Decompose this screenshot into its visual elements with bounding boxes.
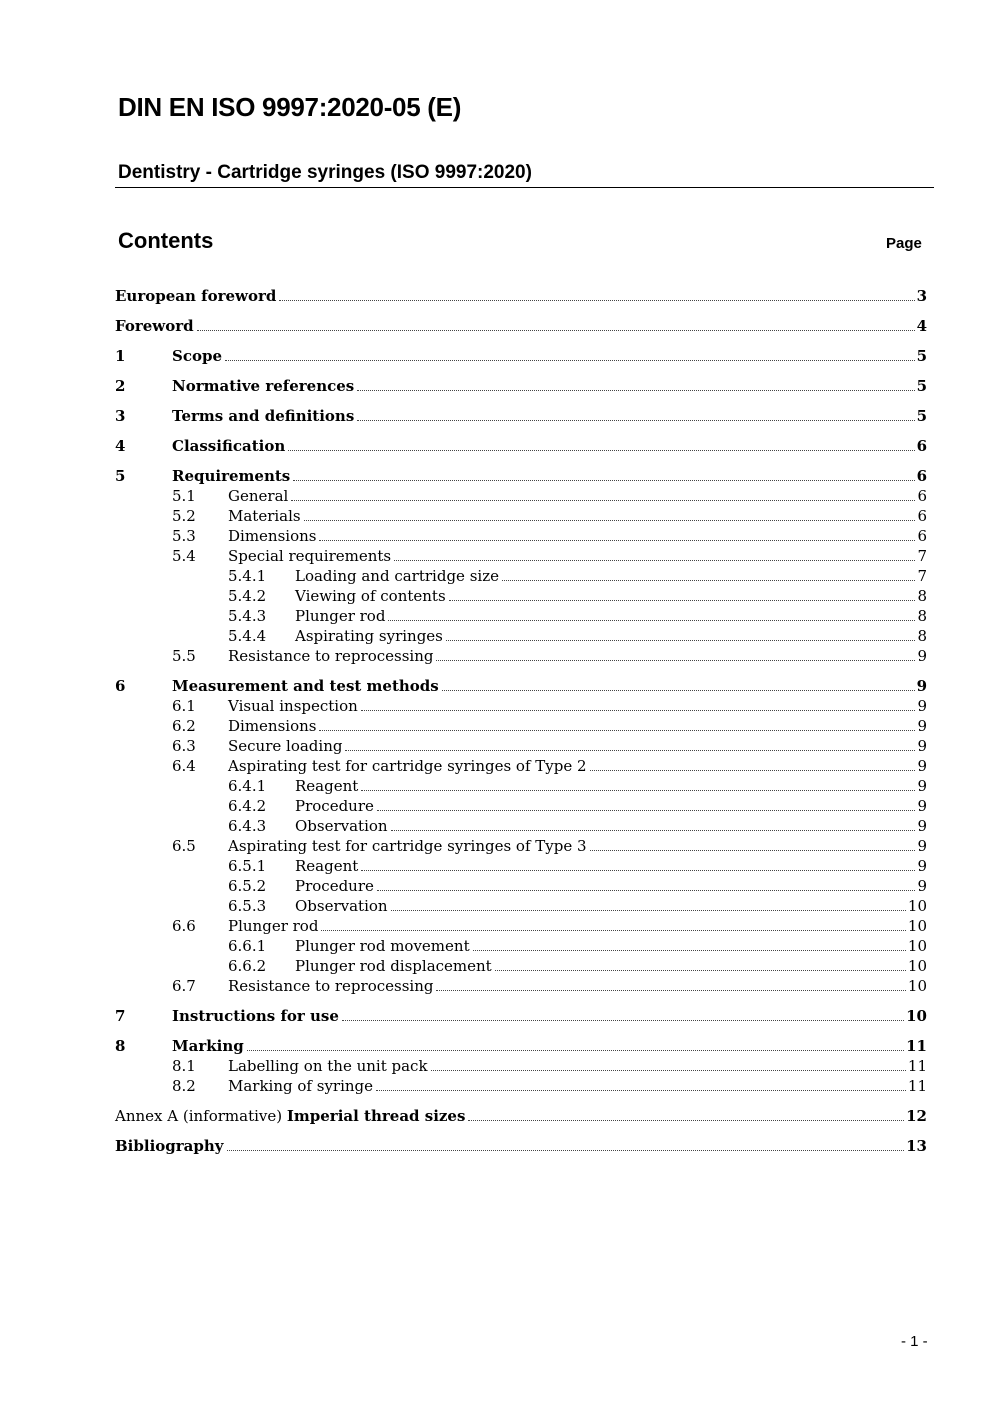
- toc-entry-page: 6: [917, 527, 927, 545]
- toc-entry[interactable]: [115, 1076, 927, 1096]
- toc-dot-leader: [376, 1090, 906, 1091]
- toc-entry-page: 13: [906, 1137, 927, 1155]
- toc-entry-title: Materials: [228, 507, 301, 525]
- toc-entry-page: 5: [916, 407, 927, 425]
- toc-entry[interactable]: [115, 776, 927, 796]
- toc-entry-title: Procedure: [295, 797, 374, 815]
- toc-entry-number: 6.6.2: [228, 957, 267, 975]
- toc-entry-title: Classification: [172, 437, 286, 455]
- toc-dot-leader: [391, 830, 916, 831]
- toc-entry-number: 5.5: [172, 647, 196, 665]
- toc-entry-page: 6: [916, 437, 927, 455]
- document-title: DIN EN ISO 9997:2020-05 (E): [118, 92, 462, 122]
- toc-dot-leader: [361, 710, 916, 711]
- toc-dot-leader: [342, 1020, 904, 1021]
- toc-entry-title: Scope: [172, 347, 223, 365]
- toc-dot-leader: [449, 600, 916, 601]
- toc-entry[interactable]: [115, 716, 927, 736]
- toc-entry-page: 11: [907, 1077, 927, 1095]
- toc-entry-number: 2: [115, 377, 126, 395]
- subtitle-divider: [115, 187, 934, 188]
- toc-entry[interactable]: [115, 546, 927, 566]
- toc-entry-page: 10: [907, 977, 927, 995]
- toc-entry[interactable]: [115, 696, 927, 716]
- toc-entry-title: Aspirating test for cartridge syringes of Type 2: [228, 757, 587, 775]
- toc-entry-title: Special requirements: [228, 547, 392, 565]
- toc-dot-leader: [227, 1150, 905, 1151]
- toc-entry-number: 5.1: [172, 487, 196, 505]
- toc-entry[interactable]: [115, 286, 927, 306]
- toc-entry-page: 9: [917, 817, 927, 835]
- toc-entry-number: 6.6.1: [228, 937, 267, 955]
- toc-entry[interactable]: [115, 876, 927, 896]
- toc-entry[interactable]: [115, 836, 927, 856]
- toc-entry[interactable]: [115, 586, 927, 606]
- toc-entry[interactable]: [115, 976, 927, 996]
- toc-entry-page: 6: [917, 507, 927, 525]
- toc-entry-title: Labelling on the unit pack: [228, 1057, 428, 1075]
- toc-entry[interactable]: [115, 466, 927, 486]
- toc-entry-title: Observation: [295, 817, 388, 835]
- toc-entry[interactable]: [115, 646, 927, 666]
- toc-entry-page: 10: [906, 1007, 927, 1025]
- toc-entry-title: Plunger rod displacement: [295, 957, 492, 975]
- toc-dot-leader: [495, 970, 906, 971]
- toc-entry[interactable]: [115, 796, 927, 816]
- toc-dot-leader: [357, 420, 914, 421]
- toc-entry-page: 9: [917, 647, 927, 665]
- toc-entry-number: 6.5: [172, 837, 196, 855]
- toc-entry-page: 10: [907, 897, 927, 915]
- toc-dot-leader: [357, 390, 914, 391]
- toc-dot-leader: [361, 790, 915, 791]
- toc-entry[interactable]: [115, 486, 927, 506]
- toc-entry[interactable]: [115, 506, 927, 526]
- toc-entry-title: Reagent: [295, 857, 359, 875]
- toc-dot-leader: [446, 640, 916, 641]
- toc-dot-leader: [590, 850, 916, 851]
- toc-dot-leader: [377, 890, 916, 891]
- toc-entry-title: Plunger rod: [228, 917, 319, 935]
- toc-entry-number: 6.3: [172, 737, 196, 755]
- toc-entry-page: 3: [916, 287, 927, 305]
- toc-entry-page: 5: [916, 347, 927, 365]
- toc-entry-page: 7: [917, 547, 927, 565]
- toc-entry-page: 6: [916, 467, 927, 485]
- toc-dot-leader: [279, 300, 914, 301]
- toc-dot-leader: [473, 950, 906, 951]
- toc-entry[interactable]: [115, 406, 927, 426]
- toc-dot-leader: [391, 910, 906, 911]
- toc-entry-page: 12: [906, 1107, 927, 1125]
- toc-entry-number: 5.4.1: [228, 567, 267, 585]
- toc-entry-number: 8.2: [172, 1077, 196, 1095]
- toc-entry-number: 6.4.3: [228, 817, 267, 835]
- toc-entry[interactable]: [115, 1006, 927, 1026]
- toc-entry-number: 3: [115, 407, 126, 425]
- toc-entry-page: 10: [907, 957, 927, 975]
- toc-dot-leader: [394, 560, 915, 561]
- toc-entry[interactable]: [115, 1106, 927, 1126]
- toc-entry-number: 5: [115, 467, 126, 485]
- annex-title: Imperial thread sizes: [286, 1107, 466, 1125]
- toc-entry-page: 9: [917, 717, 927, 735]
- toc-entry-page: 8: [917, 607, 927, 625]
- toc-entry-page: 9: [917, 797, 927, 815]
- toc-entry-title: Marking: [172, 1037, 244, 1055]
- toc-entry-page: 9: [917, 757, 927, 775]
- toc-dot-leader: [288, 450, 914, 451]
- document-subtitle: Dentistry - Cartridge syringes (ISO 9997:2020): [118, 162, 532, 183]
- toc-entry-page: 9: [917, 877, 927, 895]
- annex-prefix: Annex A (informative): [115, 1107, 287, 1125]
- toc-entry-number: 6.7: [172, 977, 196, 995]
- toc-entry-title: Marking of syringe: [228, 1077, 374, 1095]
- toc-dot-leader: [377, 810, 916, 811]
- toc-dot-leader: [247, 1050, 904, 1051]
- toc-entry-title: Aspirating test for cartridge syringes of Type 3: [228, 837, 587, 855]
- toc-entry-title: Observation: [295, 897, 388, 915]
- toc-entry-title: [115, 1106, 465, 1126]
- toc-entry-title: Secure loading: [228, 737, 343, 755]
- toc-entry-page: 10: [907, 917, 927, 935]
- toc-entry-title: Resistance to reprocessing: [228, 647, 434, 665]
- toc-entry-number: 8: [115, 1037, 126, 1055]
- toc-entry[interactable]: [115, 346, 927, 366]
- toc-entry[interactable]: [115, 436, 927, 456]
- toc-entry[interactable]: [115, 956, 927, 976]
- toc-entry-number: 6.4.1: [228, 777, 267, 795]
- toc-entry[interactable]: [115, 1136, 927, 1156]
- toc-dot-leader: [502, 580, 915, 581]
- toc-entry-page: 9: [917, 857, 927, 875]
- toc-entry[interactable]: [115, 856, 927, 876]
- toc-entry-title: Loading and cartridge size: [295, 567, 499, 585]
- contents-heading: Contents: [118, 228, 214, 253]
- toc-entry-number: 6: [115, 677, 126, 695]
- toc-entry-page: 9: [917, 777, 927, 795]
- toc-dot-leader: [436, 990, 905, 991]
- toc-entry[interactable]: [115, 736, 927, 756]
- toc-entry-title: Viewing of contents: [295, 587, 446, 605]
- toc-entry-page: 7: [917, 567, 927, 585]
- toc-entry-title: Measurement and test methods: [172, 677, 439, 695]
- toc-entry[interactable]: [115, 896, 927, 916]
- toc-entry[interactable]: [115, 916, 927, 936]
- toc-entry[interactable]: [115, 816, 927, 836]
- toc-entry-number: 6.5.3: [228, 897, 267, 915]
- toc-entry[interactable]: [115, 566, 927, 586]
- table-of-contents: [115, 286, 927, 1156]
- toc-entry-page: 11: [906, 1037, 927, 1055]
- toc-dot-leader: [293, 480, 914, 481]
- toc-entry[interactable]: [115, 526, 927, 546]
- toc-entry-title: Visual inspection: [228, 697, 358, 715]
- toc-dot-leader: [304, 520, 916, 521]
- toc-entry-title: Aspirating syringes: [295, 627, 443, 645]
- toc-entry-title: Resistance to reprocessing: [228, 977, 434, 995]
- toc-entry[interactable]: [115, 676, 927, 696]
- toc-dot-leader: [319, 730, 915, 731]
- toc-dot-leader: [319, 540, 915, 541]
- toc-entry-title: Reagent: [295, 777, 359, 795]
- toc-entry-page: 5: [916, 377, 927, 395]
- toc-entry-title: Dimensions: [228, 527, 317, 545]
- toc-entry[interactable]: [115, 1056, 927, 1076]
- toc-entry-number: 6.5.1: [228, 857, 267, 875]
- toc-entry-number: 6.4.2: [228, 797, 267, 815]
- toc-entry-title: Terms and definitions: [172, 407, 355, 425]
- page-column-heading: Page: [886, 235, 922, 252]
- toc-entry-number: 6.6: [172, 917, 196, 935]
- toc-entry-title: Plunger rod movement: [295, 937, 470, 955]
- toc-entry-number: 6.2: [172, 717, 196, 735]
- toc-entry-title: European foreword: [115, 287, 277, 305]
- toc-entry[interactable]: [115, 936, 927, 956]
- toc-entry-title: Requirements: [172, 467, 291, 485]
- toc-dot-leader: [321, 930, 905, 931]
- toc-dot-leader: [291, 500, 915, 501]
- toc-entry-number: 4: [115, 437, 126, 455]
- toc-entry-title: Instructions for use: [172, 1007, 339, 1025]
- toc-entry-number: 6.4: [172, 757, 196, 775]
- toc-dot-leader: [197, 330, 915, 331]
- toc-entry-page: 8: [917, 587, 927, 605]
- toc-entry-number: 5.4.3: [228, 607, 267, 625]
- toc-entry-number: 8.1: [172, 1057, 196, 1075]
- toc-dot-leader: [442, 690, 915, 691]
- toc-entry-page: 9: [917, 837, 927, 855]
- toc-entry-title: Plunger rod: [295, 607, 386, 625]
- toc-entry-page: 10: [907, 937, 927, 955]
- toc-entry-title: Bibliography: [115, 1137, 224, 1155]
- toc-dot-leader: [361, 870, 915, 871]
- toc-dot-leader: [436, 660, 915, 661]
- toc-entry-page: 9: [917, 737, 927, 755]
- toc-entry-page: 8: [917, 627, 927, 645]
- toc-entry-number: 5.4: [172, 547, 196, 565]
- toc-entry[interactable]: [115, 376, 927, 396]
- toc-entry-title: Normative references: [172, 377, 355, 395]
- toc-entry[interactable]: [115, 626, 927, 646]
- toc-entry-title: Dimensions: [228, 717, 317, 735]
- toc-entry[interactable]: [115, 756, 927, 776]
- toc-entry-number: 5.4.2: [228, 587, 267, 605]
- toc-entry-page: 11: [907, 1057, 927, 1075]
- toc-entry[interactable]: [115, 1036, 927, 1056]
- toc-entry-title: General: [228, 487, 289, 505]
- page-number: - 1 -: [901, 1333, 928, 1350]
- toc-dot-leader: [468, 1120, 904, 1121]
- toc-entry-title: Procedure: [295, 877, 374, 895]
- toc-dot-leader: [345, 750, 915, 751]
- toc-entry-number: 6.5.2: [228, 877, 267, 895]
- toc-entry-number: 5.4.4: [228, 627, 267, 645]
- toc-entry-page: 9: [916, 677, 927, 695]
- toc-dot-leader: [225, 360, 915, 361]
- toc-entry-number: 5.2: [172, 507, 196, 525]
- toc-entry[interactable]: [115, 316, 927, 336]
- toc-dot-leader: [388, 620, 915, 621]
- toc-entry-page: 6: [917, 487, 927, 505]
- toc-dot-leader: [431, 1070, 906, 1071]
- toc-dot-leader: [590, 770, 916, 771]
- toc-entry-number: 1: [115, 347, 126, 365]
- toc-entry-page: 9: [917, 697, 927, 715]
- toc-entry-number: 6.1: [172, 697, 196, 715]
- toc-entry-page: 4: [916, 317, 927, 335]
- toc-entry-number: 5.3: [172, 527, 196, 545]
- toc-entry-number: 7: [115, 1007, 126, 1025]
- toc-entry[interactable]: [115, 606, 927, 626]
- toc-entry-title: Foreword: [115, 317, 194, 335]
